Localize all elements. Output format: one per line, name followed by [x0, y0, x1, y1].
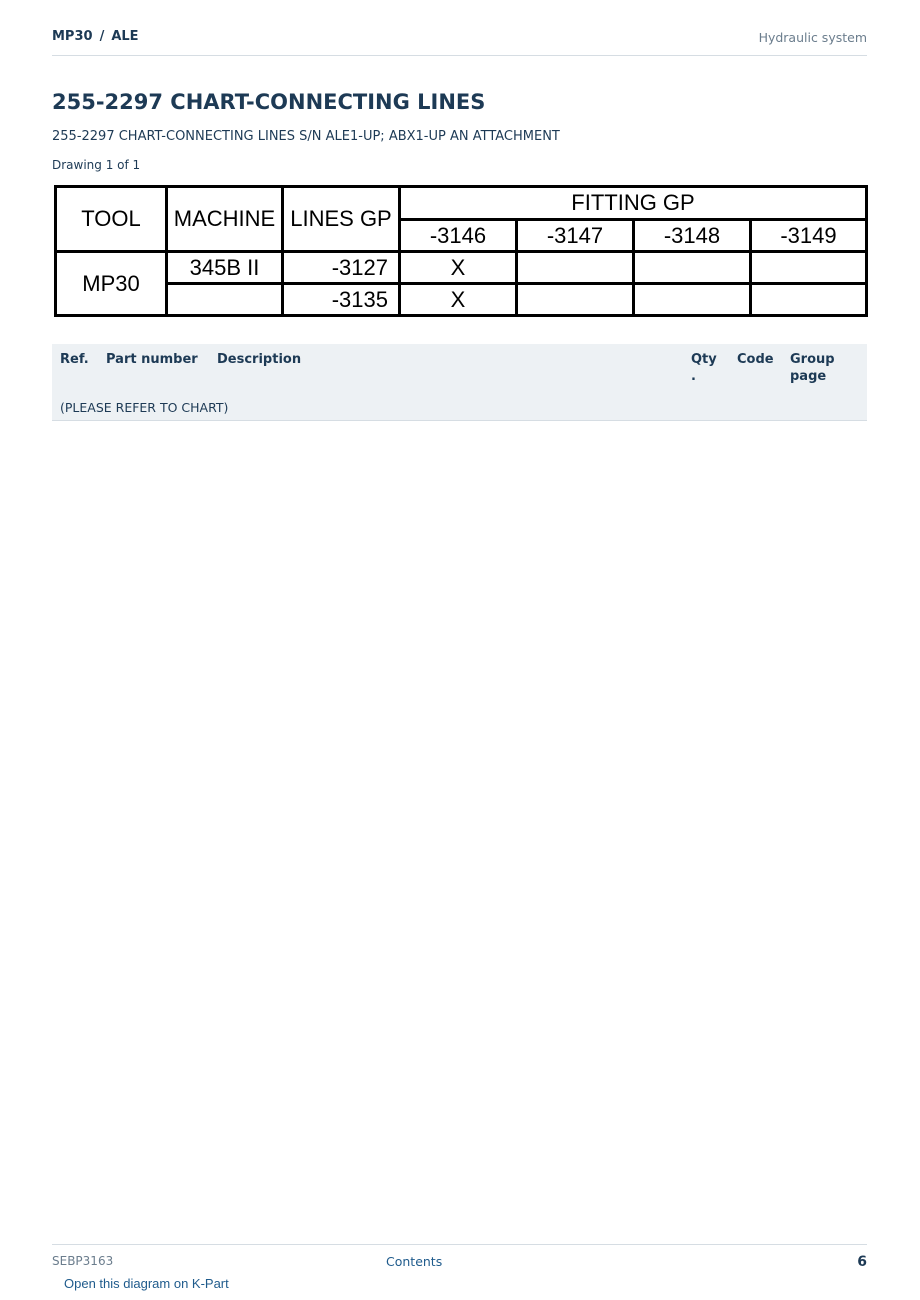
- chart-header-lines-gp: LINES GP: [283, 187, 400, 252]
- contents-link[interactable]: Contents: [386, 1254, 443, 1269]
- chart-header-fitting-gp: FITTING GP: [400, 187, 867, 220]
- chart-header-machine: MACHINE: [167, 187, 283, 252]
- fitting-number: -3147: [517, 220, 634, 252]
- chart-mark: [751, 252, 867, 284]
- breadcrumb-model: MP30: [52, 29, 93, 44]
- open-in-kpart-link[interactable]: Open this diagram on K-Part: [64, 1276, 229, 1291]
- breadcrumb-separator: /: [99, 29, 105, 44]
- chart-mark: [751, 284, 867, 316]
- chart-mark: X: [400, 252, 517, 284]
- fitting-number: -3149: [751, 220, 867, 252]
- column-header-group-page: Group page: [790, 352, 835, 384]
- parts-list-row: (PLEASE REFER TO CHART): [60, 400, 229, 415]
- chart-mark: [634, 252, 751, 284]
- chart-mark: [634, 284, 751, 316]
- fitting-number: -3148: [634, 220, 751, 252]
- chart-mark: X: [400, 284, 517, 316]
- column-header-qty-dot: .: [691, 369, 696, 384]
- chart-machine-value: 345B II: [167, 252, 283, 284]
- chart-lines-value: -3127: [283, 252, 400, 284]
- column-header-part-number: Part number: [106, 352, 198, 367]
- parts-list-table: [52, 344, 867, 421]
- column-header-ref: Ref.: [60, 352, 89, 367]
- column-header-description: Description: [217, 352, 302, 367]
- page-number: 6: [857, 1254, 867, 1270]
- connecting-lines-chart: [54, 185, 868, 317]
- section-label: Hydraulic system: [758, 30, 867, 45]
- breadcrumb-serial-prefix: ALE: [111, 29, 139, 44]
- page-footer: [52, 1244, 867, 1275]
- column-header-code: Code: [737, 352, 774, 367]
- breadcrumb: [52, 29, 139, 44]
- chart-mark: [517, 284, 634, 316]
- column-header-qty: [691, 351, 717, 385]
- chart-machine-value: [167, 284, 283, 316]
- chart-tool-value: MP30: [56, 252, 167, 316]
- chart-header-tool: TOOL: [56, 187, 167, 252]
- document-code: SEBP3163: [52, 1254, 114, 1268]
- page-title: 255-2297 CHART-CONNECTING LINES: [52, 90, 486, 114]
- chart-lines-value: -3135: [283, 284, 400, 316]
- drawing-counter: Drawing 1 of 1: [52, 158, 141, 172]
- fitting-number: -3146: [400, 220, 517, 252]
- page-subtitle: 255-2297 CHART-CONNECTING LINES S/N ALE1-UP; ABX1-UP AN ATTACHMENT: [52, 129, 560, 144]
- column-header-qty-label: Qty: [691, 352, 717, 367]
- page-header: [52, 29, 867, 56]
- chart-mark: [517, 252, 634, 284]
